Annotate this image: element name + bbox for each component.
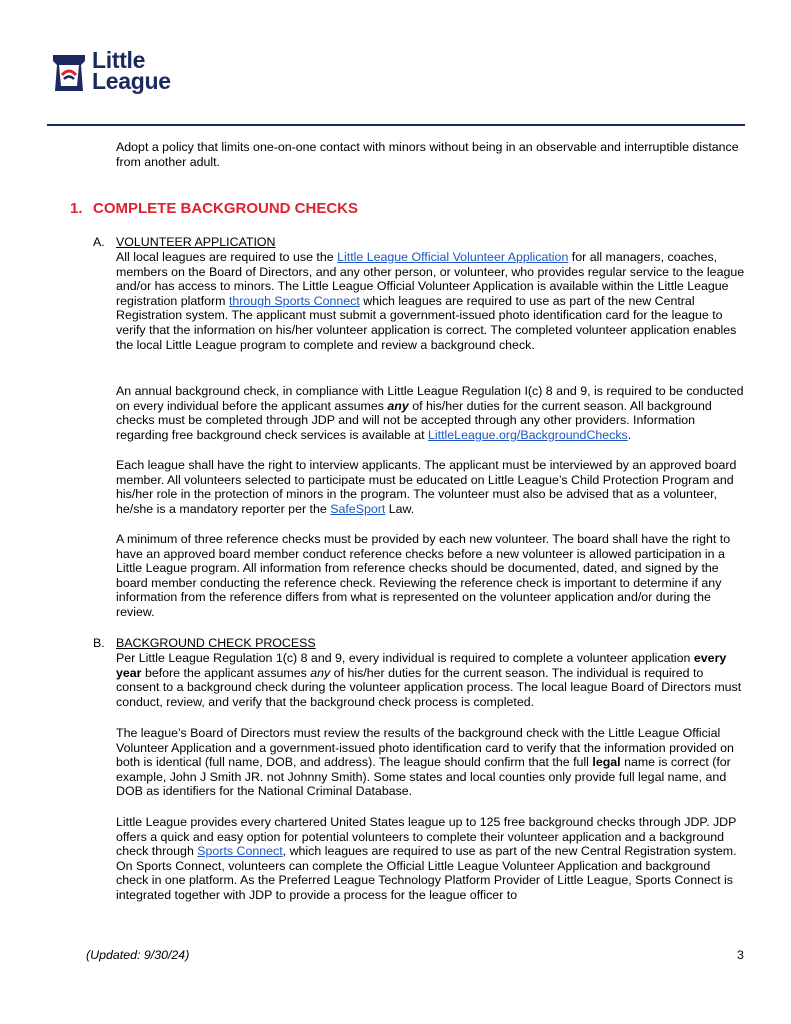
- text-run: before the applicant assumes: [141, 665, 311, 680]
- text-run: name is correct (for example, John J Smith JR. not Johnny Smith). Some states and local counties only provide full legal name, and DOB as identifiers for the National Criminal Database.: [116, 755, 731, 799]
- text-run: for all managers, coaches, members on the Board of Directors, and any other person, or volunteer, who provides regular service to the league and/or has access to minors. The Little League Official Volunteer Application is available within the Little League registration platform: [116, 250, 745, 308]
- section-title: COMPLETE BACKGROUND CHECKS: [93, 200, 359, 217]
- header-divider: [47, 124, 745, 126]
- background-check-paragraph-1: [116, 651, 746, 709]
- text-run: An annual background check, in compliance with Little League Regulation I(c) 8 and 9, is required to be conducted on every individual before the applicant assumes: [116, 384, 744, 413]
- background-checks-link[interactable]: LittleLeague.org/BackgroundChecks: [428, 427, 628, 442]
- emphasis-any: any: [310, 665, 331, 680]
- emphasis-legal: legal: [592, 755, 621, 770]
- text-run: Per Little League Regulation 1(c) 8 and 9, every individual is required to complete a volunteer application: [116, 651, 694, 665]
- safesport-link[interactable]: SafeSport: [330, 501, 386, 516]
- logo-wordmark: [92, 47, 171, 94]
- logo-line-1: Little: [92, 47, 146, 73]
- keystone-logo-icon: [50, 53, 88, 93]
- text-run: of his/her duties for the current season. All background checks must be completed through JDP and will not be accepted through any other providers. Information regarding free background check services is available at: [116, 398, 712, 442]
- footer-updated-date: (Updated: 9/30/24): [86, 948, 190, 962]
- volunteer-application-paragraph-1: [116, 250, 746, 352]
- section-heading: [70, 200, 358, 217]
- emphasis-any: any: [387, 398, 409, 413]
- text-run: which leagues are required to use as part of the new Central Registration system. The applicant must submit a government-issued photo identification card for the league to verify that the information on his/her volunteer application is correct. The completed volunteer application enables the local Little League program to complete and review a background check.: [116, 293, 737, 352]
- background-check-paragraph-2: [116, 726, 746, 799]
- sports-connect-link[interactable]: through Sports Connect: [228, 293, 360, 308]
- text-run: Law.: [385, 501, 415, 516]
- text-run: The league’s Board of Directors must review the results of the background check with the Little League Official Volunteer Application and a government-issued photo identification card to verify that the information provided on both is identical (full name, DOB, and address). The league should confirm that the full: [116, 726, 734, 770]
- subsection-b-letter: B.: [93, 636, 105, 650]
- subsection-a-heading: [93, 235, 276, 250]
- section-number: 1.: [70, 200, 83, 217]
- volunteer-application-paragraph-2: [116, 384, 746, 442]
- subsection-a-letter: A.: [93, 235, 105, 249]
- volunteer-application-paragraph-3: [116, 458, 746, 516]
- text-run: Each league shall have the right to interview applicants. The applicant must be interviewed by an approved board member. All volunteers selected to participate must be educated on Little League’s Child Protection Program and his/her role in the protection of minors in the program. The volunteer must also be advised that as a volunteer, he/she is a mandatory reporter per the: [116, 458, 737, 516]
- subsection-b-title: BACKGROUND CHECK PROCESS: [116, 636, 316, 650]
- page-number: 3: [737, 948, 744, 962]
- logo-line-2: League: [92, 68, 171, 94]
- volunteer-application-link[interactable]: Little League Official Volunteer Application: [337, 250, 569, 264]
- sports-connect-link-2[interactable]: Sports Connect: [197, 844, 283, 859]
- text-run: , which leagues are required to use as part of the new Central Registration system. On Sports Connect, volunteers can complete the Official Little League Volunteer Application and background check in one platform. As the Preferred League Technology Platform Provider of Little League, Sports Connect is integrated together with JDP to provide a process for the league officer to: [116, 844, 737, 902]
- intro-paragraph: Adopt a policy that limits one-on-one contact with minors without being in an observable and interruptible distance from another adult.: [116, 140, 739, 169]
- subsection-b-heading: [93, 636, 316, 651]
- text-run: All local leagues are required to use the: [116, 250, 338, 264]
- emphasis-every-year: every year: [116, 651, 727, 680]
- background-check-paragraph-3: [116, 815, 746, 903]
- text-run: of his/her duties for the current season. The individual is required to consent to a background check during the volunteer application process. The local league Board of Directors must conduct, review, and verify that the background check process is completed.: [116, 665, 742, 709]
- volunteer-application-paragraph-4: A minimum of three reference checks must be provided by each new volunteer. The board shall have the right to have an approved board member conduct reference checks before a new volunteer is allowed participation in a Little League program. All information from reference checks should be documented, dated, and signed by the board member conducting the reference check. Reviewing the reference check is important to determine if any information from the reference differs from what is represented on the volunteer application and/or during the review.: [116, 532, 731, 619]
- text-run: .: [627, 427, 632, 442]
- text-run: Little League provides every chartered United States league up to 125 free background checks through JDP. JDP offers a quick and easy option for potential volunteers to complete their volunteer application and a background check through: [116, 815, 737, 859]
- subsection-a-title: VOLUNTEER APPLICATION: [116, 235, 276, 249]
- little-league-logo: [50, 47, 190, 98]
